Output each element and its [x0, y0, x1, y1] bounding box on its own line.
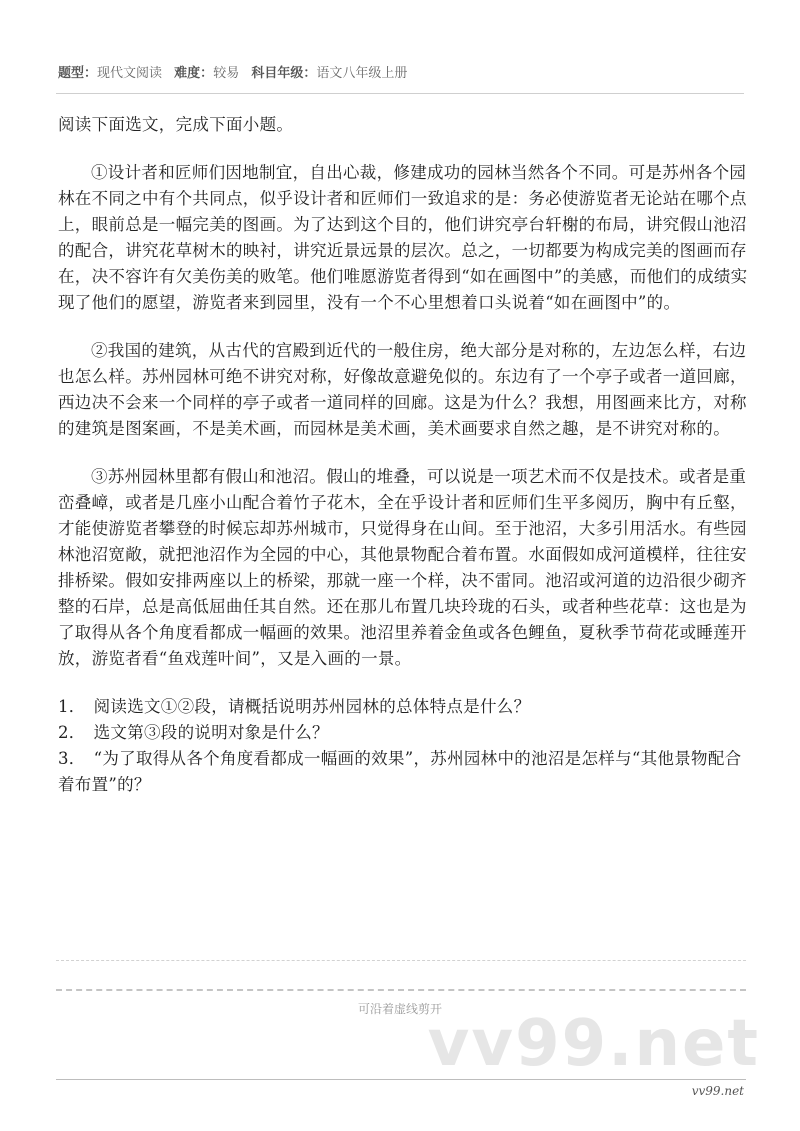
paragraph-3: ③苏州园林里都有假山和池沼。假山的堆叠，可以说是一项艺术而不仅是技术。或者是重峦叠嶂，或者是几座小山配合着竹子花木，全在乎设计者和匠师们生平多阅历，胸中有丘壑，才能使游览者攀登的时候忘却苏州城市，只觉得身在山间。至于池沼，大多引用活水。有些园林池沼宽敞，就把池沼作为全园的中心，其他景物配合着布置。水面假如成河道模样，往往安排桥梁。假如安排两座以上的桥梁，那就一座一个样，决不雷同。池沼或河道的边沿很少砌齐整的石岸，总是高低屈曲任其自然。还在那儿布置几块玲珑的石头，或者种些花草：这也是为了取得从各个角度看都成一幅画的效果。池沼里养着金鱼或各色鲤鱼，夏秋季节荷花或睡莲开放，游览者看“鱼戏莲叶间”，又是入画的一景。 — [58, 467, 747, 668]
type-label: 题型： — [58, 66, 98, 81]
question-text: 阅读选文①②段，请概括说明苏州园林的总体特点是什么？ — [93, 697, 531, 716]
paragraph-1: ①设计者和匠师们因地制宜，自出心裁，修建成功的园林当然各个不同。可是苏州各个园林在不同之中有个共同点，似乎设计者和匠师们一致追求的是：务必使游览者无论站在哪个点上，眼前总是一幅完美的图画。为了达到这个目的，他们讲究亭台轩榭的布局，讲究假山池沼的配合，讲究花草树木的映衬，讲究近景远景的层次。总之，一切都要为构成完美的图画而存在，决不容许有欠美伤美的败笔。他们唯愿游览者得到“如在画图中”的美感，而他们的成绩实现了他们的愿望，游览者来到园里，没有一个不心里想着口头说着“如在画图中”的。 — [58, 163, 748, 312]
question-number: 2． — [58, 723, 86, 742]
cut-instruction: 可沿着虚线剪开 — [357, 1002, 442, 1016]
site-watermark: vv99.net — [427, 1007, 760, 1081]
subject-label: 科目年级： — [251, 66, 317, 81]
reading-passage — [58, 112, 748, 798]
footer-site-name: vv99.net — [691, 1084, 744, 1098]
question-item — [58, 746, 748, 798]
question-number: 1． — [58, 697, 86, 716]
question-list — [58, 694, 748, 798]
difficulty-label: 难度： — [174, 66, 214, 81]
instruction-text: 阅读下面选文，完成下面小题。 — [58, 115, 294, 134]
subject-value: 语文八年级上册 — [316, 66, 408, 81]
question-text: “为了取得从各个角度看都成一幅画的效果”，苏州园林中的池沼是怎样与“其他景物配合着布置”的？ — [58, 749, 742, 794]
question-number: 3． — [58, 749, 86, 768]
question-item — [58, 694, 748, 720]
question-meta-bar — [58, 62, 415, 81]
answer-area-divider — [56, 960, 746, 961]
header-divider — [56, 93, 744, 94]
difficulty-value: 较易 — [213, 66, 240, 81]
type-value: 现代文阅读 — [97, 66, 163, 81]
footer-divider — [56, 1079, 746, 1080]
paragraph-2: ②我国的建筑，从古代的宫殿到近代的一般住房，绝大部分是对称的，左边怎么样，右边也怎么样。苏州园林可绝不讲究对称，好像故意避免似的。东边有了一个亭子或者一道回廊，西边决不会来一个同样的亭子或者一道同样的回廊。这是为什么？我想，用图画来比方，对称的建筑是图案画，不是美术画，而园林是美术画，美术画要求自然之趣，是不讲究对称的。 — [58, 341, 747, 438]
question-item — [58, 720, 748, 746]
cut-line — [56, 989, 746, 991]
question-text: 选文第③段的说明对象是什么？ — [93, 723, 329, 742]
